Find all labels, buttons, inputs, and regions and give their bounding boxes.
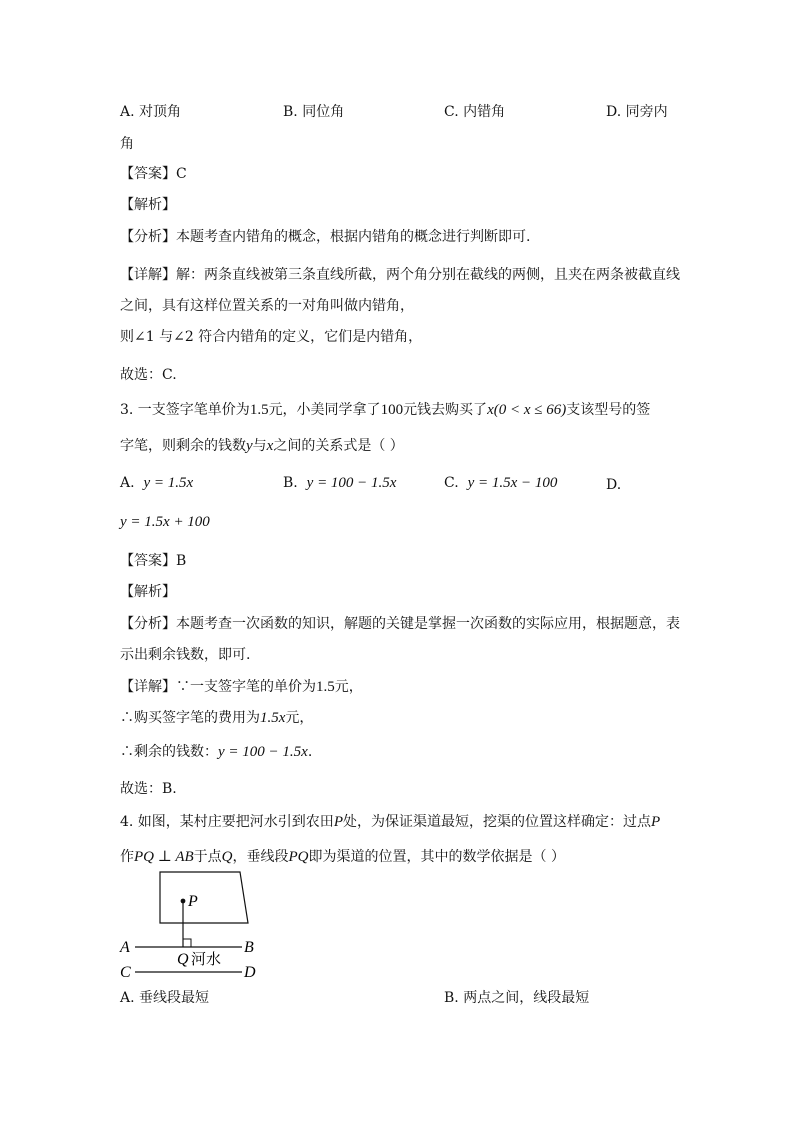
q3-option-b-label: B.	[283, 475, 298, 491]
q3-answer: 【答案】B	[120, 553, 187, 569]
q2-option-d-wrap: 角	[120, 136, 134, 152]
q4-stem-text: 即为渠道的位置，其中的数学依据是（ ）	[308, 849, 565, 865]
label-a: A	[120, 939, 130, 956]
q3-stem-text: 元钱去购买了	[403, 402, 488, 418]
q3-analysis-heading: 【解析】	[120, 584, 176, 600]
q3-detail-text: ∴剩余的钱数：	[120, 744, 218, 760]
field-shape	[160, 872, 248, 923]
q4-segment-pq: PQ	[288, 849, 309, 865]
q2-detail-line-1: 【详解】解：两条直线被第三条直线所截，两个角分别在截线的两侧，且夹在两条被截直线	[120, 267, 680, 283]
q3-analysis-line-2: 示出剩余钱数，即可.	[120, 647, 251, 663]
label-river: 河水	[191, 950, 222, 968]
q2-option-c: C. 内错角	[444, 104, 506, 120]
q3-price: 1.5	[249, 402, 269, 418]
q3-detail-text: ∴购买签字笔的费用为	[120, 710, 260, 726]
q2-answer: 【答案】C	[120, 166, 187, 182]
q3-option-c-formula: y = 1.5x − 100	[467, 475, 558, 491]
q3-stem-text: 之间的关系式是（ ）	[273, 438, 404, 454]
q3-stem-text: 元，小美同学拿了	[268, 402, 381, 418]
q3-stem-text: 支该型号的签	[566, 402, 651, 418]
q2-option-d: D. 同旁内	[606, 104, 668, 120]
q3-variable-x: x	[266, 438, 274, 454]
q3-detail-line-2	[120, 708, 313, 728]
q4-figure	[115, 868, 275, 986]
label-d: D	[244, 964, 256, 981]
right-angle-mark	[183, 939, 191, 947]
q4-stem-line-1	[120, 812, 660, 832]
q3-stem-line-1	[120, 400, 650, 420]
q3-detail-price: 1.5	[316, 679, 335, 695]
q3-stem-line-2	[120, 436, 404, 456]
q2-choose: 故选：C.	[120, 367, 177, 383]
q4-point-p: P	[650, 814, 661, 830]
q4-stem-text: 作	[120, 849, 134, 865]
q4-stem-line-2	[120, 847, 565, 867]
q4-stem-text: ，垂线段	[232, 849, 289, 865]
q3-option-a-formula: y = 1.5x	[143, 475, 194, 491]
q3-detail-formula: y = 100 − 1.5x	[218, 744, 308, 760]
q3-stem-text: 字笔，则剩余的钱数	[120, 438, 246, 454]
q3-variable-y: y	[246, 438, 253, 454]
q3-option-c-label: C.	[444, 475, 459, 491]
q3-detail-line-1	[120, 677, 363, 697]
q2-option-a: A. 对顶角	[120, 104, 182, 120]
label-p: P	[188, 893, 198, 910]
q4-point-q: Q	[221, 849, 233, 865]
q2-detail-line-2: 之间，具有这样位置关系的一对角叫做内错角，	[120, 298, 414, 314]
q3-detail-line-3	[120, 742, 312, 762]
q3-money: 100	[380, 402, 404, 418]
q3-option-d-label: D.	[606, 477, 622, 493]
q3-condition: (0 < x ≤ 66)	[493, 402, 567, 418]
q3-analysis-line-1: 【分析】本题考查一次函数的知识，解题的关键是掌握一次函数的实际应用，根据题意，表	[120, 616, 680, 632]
q3-stem-text: 3. 一支签字笔单价为	[120, 402, 250, 418]
label-b: B	[244, 939, 254, 956]
q3-option-c	[444, 473, 557, 493]
q4-perpendicular: PQ ⊥ AB	[134, 849, 194, 865]
q2-analysis-heading: 【解析】	[120, 197, 176, 213]
q2-analysis: 【分析】本题考查内错角的概念，根据内错角的概念进行判断即可.	[120, 229, 531, 245]
q3-detail-text: 元，	[334, 679, 363, 695]
q4-option-b: B. 两点之间，线段最短	[444, 990, 590, 1006]
q3-option-a	[120, 473, 193, 493]
label-q: Q	[177, 951, 189, 968]
q3-stem-text: 与	[252, 438, 267, 454]
q3-option-a-label: A.	[120, 475, 135, 491]
q3-detail-text: .	[307, 744, 313, 760]
q3-detail-cost: 1.5x	[260, 710, 286, 726]
q3-variable-x: x	[487, 402, 494, 418]
q3-detail-text: 【详解】∵一支签字笔的单价为	[120, 679, 316, 695]
q2-detail-line-3: 则∠1 与∠2 符合内错角的定义，它们是内错角，	[120, 329, 423, 345]
q4-option-a: A. 垂线段最短	[120, 990, 210, 1006]
label-c: C	[120, 964, 131, 981]
q3-option-b	[283, 473, 396, 493]
q4-stem-text: 处，为保证渠道最短，挖渠的位置这样确定：过点	[342, 814, 651, 830]
q4-stem-text: 于点	[193, 849, 222, 865]
q3-option-d-formula: y = 1.5x + 100	[120, 514, 210, 530]
q4-stem-text: 4. 如图，某村庄要把河水引到农田	[120, 814, 334, 830]
q3-choose: 故选：B.	[120, 781, 177, 797]
q2-option-b: B. 同位角	[283, 104, 345, 120]
q3-detail-text: 元，	[285, 710, 314, 726]
q4-point-p: P	[333, 814, 343, 830]
q3-option-b-formula: y = 100 − 1.5x	[306, 475, 397, 491]
